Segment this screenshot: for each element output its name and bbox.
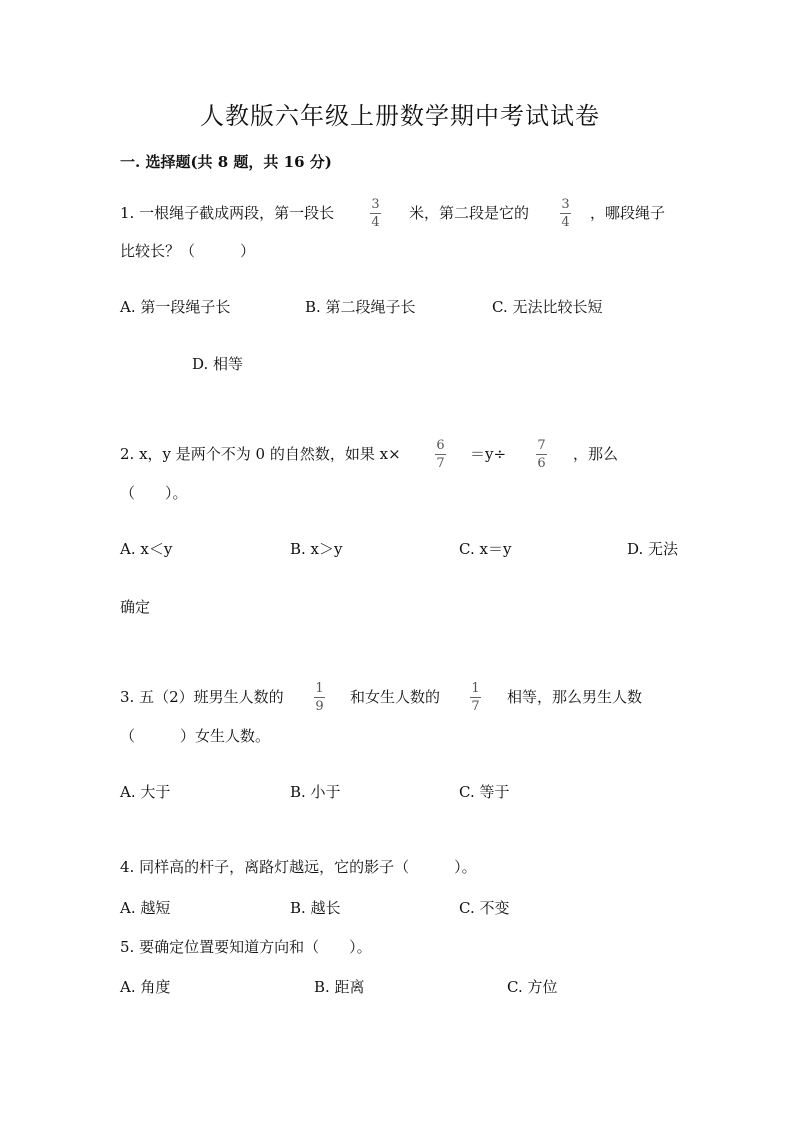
q3-fraction-2 — [470, 681, 481, 714]
q4-option-b[interactable]: B. 越长 — [290, 899, 341, 917]
q2-text-part1: 2. x，y 是两个不为 0 的自然数，如果 x× — [120, 445, 401, 463]
q1-option-d[interactable]: D. 相等 — [192, 355, 244, 373]
q1-text-line2: 比较长？（ ） — [120, 242, 256, 260]
q3-text-part3: 相等，那么男生人数 — [507, 688, 643, 706]
q2-option-c[interactable]: C. x＝y — [459, 540, 512, 558]
q2-fraction-1-numerator: 6 — [436, 438, 445, 453]
q1-fraction-2 — [560, 197, 571, 230]
q2-text-part3: ，那么 — [573, 445, 619, 463]
q2-option-a[interactable]: A. x＜y — [120, 540, 173, 558]
q2-text-line2: （ ）。 — [120, 484, 188, 502]
q1-fraction-2-denominator: 4 — [561, 215, 570, 230]
q2-fraction-1 — [435, 438, 446, 471]
q3-text-line2: （ ）女生人数。 — [120, 727, 271, 745]
q2-option-d[interactable]: D. 无法 — [627, 540, 679, 558]
q1-fraction-1-numerator: 3 — [371, 197, 380, 212]
q1-text-part3: ，哪段绳子 — [590, 204, 666, 222]
q1-option-a[interactable]: A. 第一段绳子长 — [120, 298, 231, 316]
q5-option-a[interactable]: A. 角度 — [120, 978, 171, 996]
q4-option-a[interactable]: A. 越短 — [120, 899, 171, 917]
q4-text: 4. 同样高的杆子，离路灯越远，它的影子（ ）。 — [120, 858, 477, 876]
q1-option-c[interactable]: C. 无法比较长短 — [492, 298, 603, 316]
q3-fraction-1 — [314, 681, 325, 714]
q1-fraction-2-numerator: 3 — [561, 197, 570, 212]
q1-text-part1: 1. 一根绳子截成两段，第一段长 — [120, 204, 335, 222]
q1-option-b[interactable]: B. 第二段绳子长 — [305, 298, 416, 316]
q2-option-d-wrap: 确定 — [120, 598, 151, 616]
q5-text: 5. 要确定位置要知道方向和（ ）。 — [120, 938, 372, 956]
q2-text-part2: ＝y÷ — [470, 445, 507, 463]
section-heading: 一. 选择题(共 8 题，共 16 分) — [120, 153, 332, 171]
q2-fraction-2 — [536, 438, 547, 471]
page-title: 人教版六年级上册数学期中考试试卷 — [200, 102, 600, 130]
q3-fraction-2-denominator: 7 — [471, 699, 480, 714]
q2-fraction-2-numerator: 7 — [537, 438, 546, 453]
q3-text-part1: 3. 五（2）班男生人数的 — [120, 688, 284, 706]
q2-fraction-2-denominator: 6 — [537, 456, 546, 471]
q3-option-b[interactable]: B. 小于 — [290, 783, 341, 801]
q2-option-b[interactable]: B. x＞y — [290, 540, 343, 558]
q1-text-part2: 米，第二段是它的 — [409, 204, 530, 222]
q1-fraction-1-denominator: 4 — [371, 215, 380, 230]
q1-fraction-1 — [370, 197, 381, 230]
q2-fraction-1-denominator: 7 — [436, 456, 445, 471]
q3-text-part2: 和女生人数的 — [350, 688, 441, 706]
q3-fraction-1-numerator: 1 — [315, 681, 324, 696]
q3-fraction-1-denominator: 9 — [315, 699, 324, 714]
q3-fraction-2-numerator: 1 — [471, 681, 480, 696]
q5-option-c[interactable]: C. 方位 — [507, 978, 558, 996]
q5-option-b[interactable]: B. 距离 — [314, 978, 365, 996]
q3-option-c[interactable]: C. 等于 — [459, 783, 510, 801]
q4-option-c[interactable]: C. 不变 — [459, 899, 510, 917]
q3-option-a[interactable]: A. 大于 — [120, 783, 171, 801]
